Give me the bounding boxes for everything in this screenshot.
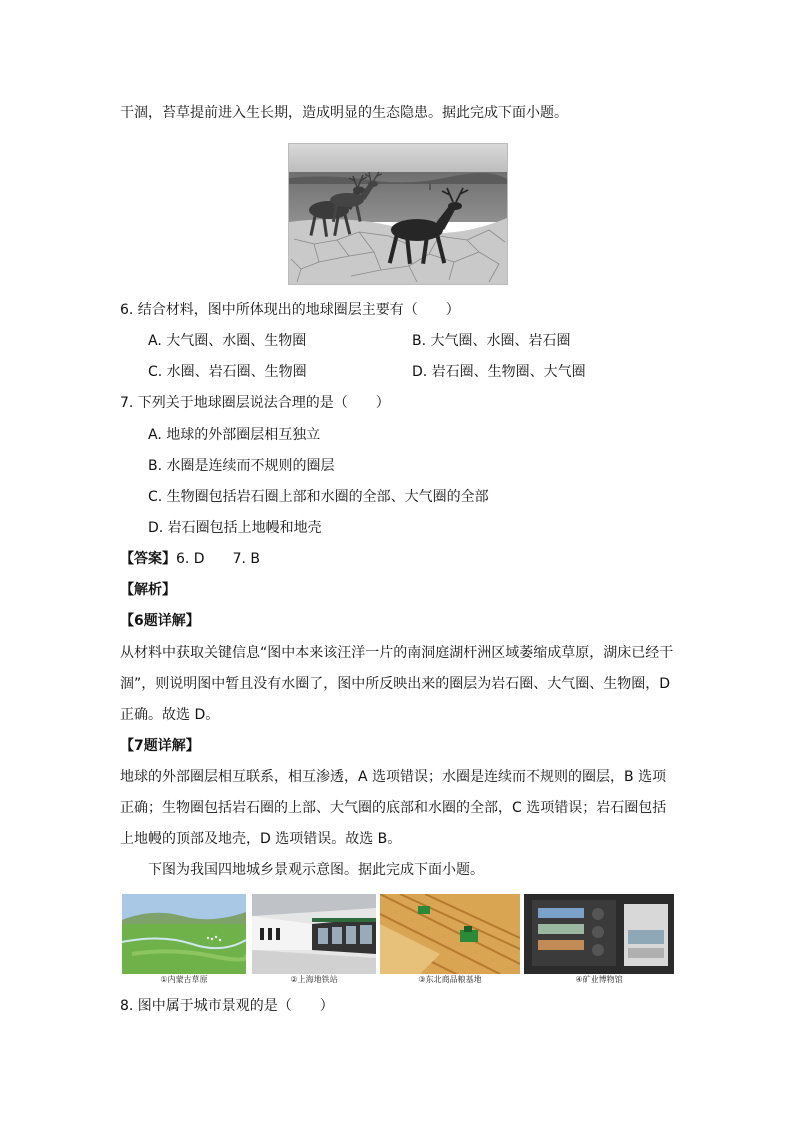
intro2-text: 下图为我国四地城乡景观示意图。据此完成下面小题。	[148, 862, 484, 878]
q7-option-c: C. 生物圈包括岩石圈上部和水圈的全部、大气圈的全部	[148, 489, 489, 505]
detail-7-heading: 【7题详解】	[120, 738, 200, 754]
grassland-photo	[122, 894, 246, 986]
photo-caption: ③东北商品粮基地	[418, 975, 482, 984]
detail-6-line: 正确。故选 D。	[120, 707, 220, 723]
photo-caption: ④矿业博物馆	[575, 975, 623, 984]
mining-museum-photo	[524, 894, 674, 986]
q6-option-b: B. 大气圈、水圈、岩石圈	[412, 333, 571, 349]
landscape-photo-row	[122, 894, 674, 986]
q7-stem: 7. 下列关于地球圈层说法合理的是（ ）	[120, 395, 390, 411]
q6-option-a: A. 大气圈、水圈、生物圈	[148, 333, 307, 349]
detail-7-line: 正确；生物圈包括岩石圈的上部、大气圈的底部和水圈的全部，C 选项错误；岩石圈包括	[120, 800, 667, 816]
answer-label: 【答案】	[120, 551, 176, 567]
detail-6-line: 涸”，则说明图中暂且没有水圈了，图中所反映出来的圈层为岩石圈、大气圈、生物圈，D	[120, 676, 671, 692]
detail-6-heading: 【6题详解】	[120, 613, 200, 629]
q6-stem: 6. 结合材料，图中所体现出的地球圈层主要有（ ）	[120, 302, 460, 318]
q6-option-d: D. 岩石圈、生物圈、大气圈	[412, 364, 586, 380]
photo-caption: ②上海地铁站	[290, 975, 338, 984]
detail-6-line: 从材料中获取关键信息“图中本来该汪洋一片的南洞庭湖杆洲区域萎缩成草原，湖床已经干	[120, 645, 674, 661]
detail-7-line: 地球的外部圈层相互联系，相互渗透，A 选项错误；水圈是连续而不规则的圈层，B 选项	[120, 769, 667, 785]
q8-stem: 8. 图中属于城市景观的是（ ）	[120, 998, 334, 1014]
q7-option-d: D. 岩石圈包括上地幔和地壳	[148, 520, 322, 536]
deer-lakebed-photo	[288, 143, 508, 285]
intro-text: 干涸，苔草提前进入生长期，造成明显的生态隐患。据此完成下面小题。	[120, 105, 568, 121]
answer-value: 6. D 7. B	[176, 551, 260, 567]
grain-base-photo	[380, 894, 520, 986]
q7-option-a: A. 地球的外部圈层相互独立	[148, 427, 321, 443]
subway-station-photo	[252, 894, 376, 986]
analysis-heading: 【解析】	[120, 582, 176, 598]
q7-option-b: B. 水圈是连续而不规则的圈层	[148, 458, 335, 474]
detail-7-line: 上地幔的顶部及地壳，D 选项错误。故选 B。	[120, 831, 402, 847]
q6-option-c: C. 水圈、岩石圈、生物圈	[148, 364, 307, 380]
photo-caption: ①内蒙古草原	[160, 975, 208, 984]
answer-line	[120, 549, 260, 569]
